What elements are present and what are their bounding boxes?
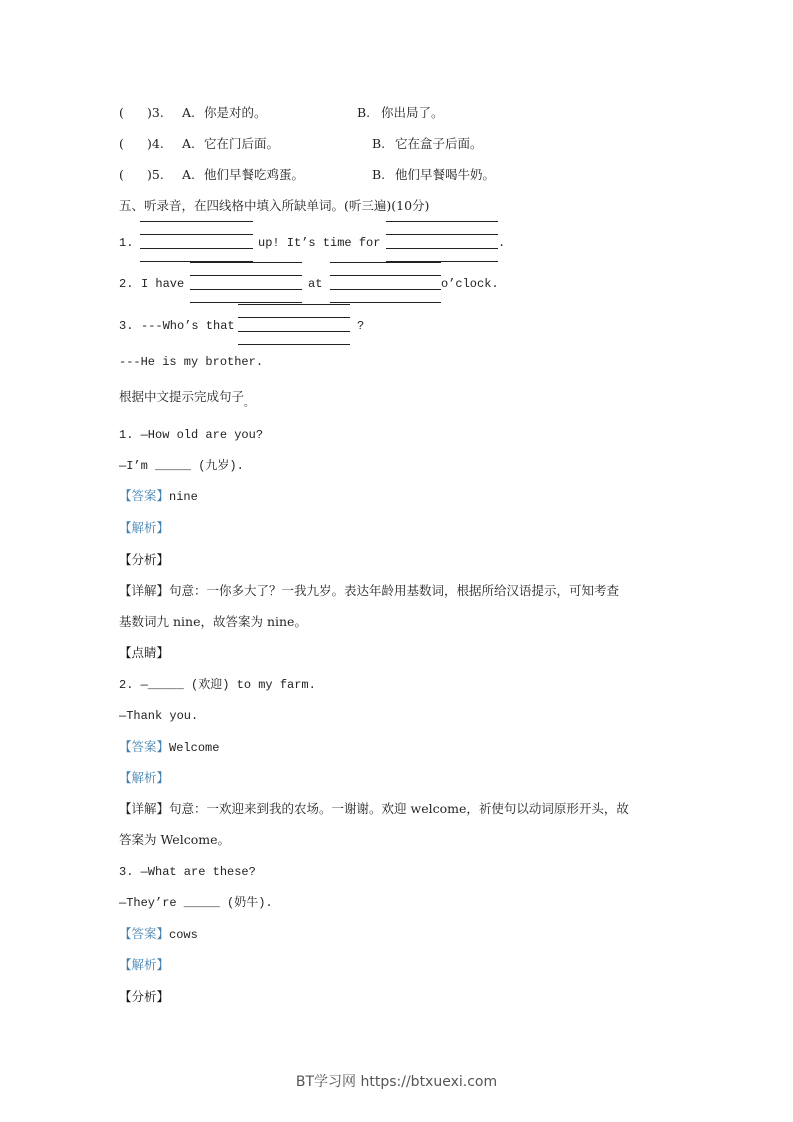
option-b-label: B. <box>372 167 386 182</box>
choice-row-4 <box>119 136 483 152</box>
q3-answer <box>119 926 198 943</box>
item-prefix: ---Who’s that <box>141 319 235 333</box>
detail-label: 【详解】 <box>119 583 170 598</box>
option-b-text: 他们早餐喝牛奶。 <box>395 167 496 182</box>
question-number: )5. <box>147 167 164 182</box>
answer-paren: ( <box>119 105 124 120</box>
four-line-grid-2b[interactable] <box>330 262 441 303</box>
q1-blank: —I’m _____ (九岁). <box>119 459 244 473</box>
question-number: )4. <box>147 136 164 151</box>
section-six-title <box>119 389 254 407</box>
item-number: 3. <box>119 319 134 333</box>
answer-label: 【答案】 <box>119 739 170 754</box>
option-a-text: 他们早餐吃鸡蛋。 <box>204 167 305 182</box>
item-end: . <box>498 236 506 250</box>
option-a-label: A. <box>182 136 196 151</box>
answer-paren: ( <box>119 167 124 182</box>
q1-dianjing-label: 【点睛】 <box>119 645 170 660</box>
q2-analysis-label: 【解析】 <box>119 770 170 785</box>
listening-item-1 <box>119 235 506 251</box>
q1-detail-line-2: 基数词九 nine，故答案为 nine。 <box>119 614 307 629</box>
listening-item-2 <box>119 276 499 292</box>
q1-analysis-label: 【解析】 <box>119 520 170 535</box>
option-a-text: 它在门后面。 <box>204 136 280 151</box>
question-number: )3. <box>147 105 164 120</box>
answer-value: nine <box>169 490 198 504</box>
answer-paren: ( <box>119 136 124 151</box>
section-five-title: 五、听录音，在四线格中填入所缺单词。(听三遍)(10分) <box>119 198 430 213</box>
option-b-label: B. <box>372 136 386 151</box>
q3-fenxi-label: 【分析】 <box>119 989 170 1004</box>
answer-value: cows <box>169 928 198 942</box>
answer-label: 【答案】 <box>119 488 170 503</box>
four-line-grid-2a[interactable] <box>190 262 302 303</box>
listening-item-3-reply: ---He is my brother. <box>119 355 264 369</box>
footer-watermark: BT学习网 https://btxuexi.com <box>295 1074 498 1090</box>
answer-value: Welcome <box>169 741 220 755</box>
item-prefix: I have <box>141 277 185 291</box>
q3-analysis-label: 【解析】 <box>119 957 170 972</box>
choice-row-3 <box>119 105 444 121</box>
q2-prompt: 2. —_____ (欢迎) to my farm. <box>119 678 316 692</box>
item-number: 1. <box>119 236 134 250</box>
detail-text: 句意：一欢迎来到我的农场。一谢谢。欢迎 welcome，祈使句以动词原形开头，故 <box>169 801 629 816</box>
q2-reply: —Thank you. <box>119 709 199 723</box>
option-a-label: A. <box>182 105 196 120</box>
option-a-text: 你是对的。 <box>204 105 267 120</box>
title-period: 。 <box>244 398 255 409</box>
q2-detail-line-1 <box>119 801 629 817</box>
item-text: at <box>308 277 323 291</box>
item-text: up! It’s time for <box>258 236 381 250</box>
item-number: 2. <box>119 277 134 291</box>
q1-prompt: 1. —How old are you? <box>119 428 264 442</box>
q1-answer <box>119 488 198 505</box>
q3-prompt: 3. —What are these? <box>119 865 256 879</box>
option-b-text: 你出局了。 <box>381 105 444 120</box>
option-b-text: 它在盒子后面。 <box>395 136 483 151</box>
q2-detail-line-2: 答案为 Welcome。 <box>119 832 230 847</box>
option-b-label: B. <box>357 105 371 120</box>
item-end: o’clock. <box>441 277 499 291</box>
answer-label: 【答案】 <box>119 926 170 941</box>
choice-row-5 <box>119 167 496 183</box>
item-end: ? <box>357 319 365 333</box>
detail-label: 【详解】 <box>119 801 170 816</box>
listening-item-3 <box>119 318 365 334</box>
detail-text: 句意：一你多大了？一我九岁。表达年龄用基数词，根据所给汉语提示，可知考查 <box>169 583 620 598</box>
section-title-text: 根据中文提示完成句子 <box>119 389 245 404</box>
four-line-grid-3[interactable] <box>238 304 350 345</box>
q1-fenxi-label: 【分析】 <box>119 552 170 567</box>
q2-answer <box>119 739 219 756</box>
four-line-grid-1a[interactable] <box>140 221 253 262</box>
q1-detail-line-1 <box>119 583 619 599</box>
four-line-grid-1b[interactable] <box>386 221 498 262</box>
q3-blank: —They’re _____ (奶牛). <box>119 896 273 910</box>
option-a-label: A. <box>182 167 196 182</box>
